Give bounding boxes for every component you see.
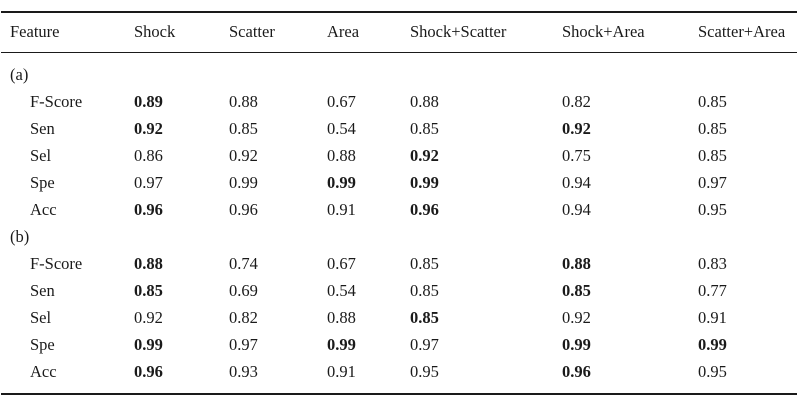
top-rule [1, 11, 797, 13]
table-cell: 0.92 [562, 308, 591, 327]
table-cell: 0.92 [229, 146, 258, 165]
table-cell: 0.96 [134, 200, 163, 219]
table-cell: 0.85 [410, 254, 439, 273]
table-cell: 0.99 [562, 335, 591, 354]
table-cell: 0.82 [229, 308, 258, 327]
table-cell: 0.67 [327, 254, 356, 273]
table-cell: 0.99 [229, 173, 258, 192]
table-cell: 0.99 [410, 173, 439, 192]
row-feature-label: F-Score [30, 92, 83, 111]
table-cell: 0.82 [562, 92, 591, 111]
table-cell: 0.77 [698, 281, 727, 300]
table-cell: 0.85 [698, 119, 727, 138]
table-cell: 0.85 [698, 146, 727, 165]
table-cell: 0.85 [229, 119, 258, 138]
table-cell: 0.97 [698, 173, 727, 192]
table-cell: 0.91 [327, 362, 356, 381]
table-cell: 0.97 [134, 173, 163, 192]
table-cell: 0.92 [134, 308, 163, 327]
table-cell: 0.88 [327, 308, 356, 327]
table-cell: 0.54 [327, 281, 356, 300]
table-cell: 0.85 [134, 281, 163, 300]
table-cell: 0.88 [134, 254, 163, 273]
table-cell: 0.94 [562, 173, 591, 192]
section-label: (b) [10, 227, 30, 246]
table-cell: 0.97 [229, 335, 258, 354]
table-cell: 0.85 [410, 281, 439, 300]
table-cell: 0.92 [562, 119, 591, 138]
header-shock-scatter: Shock+Scatter [410, 22, 507, 41]
table-cell: 0.95 [410, 362, 439, 381]
table-cell: 0.86 [134, 146, 163, 165]
table-cell: 0.97 [410, 335, 439, 354]
row-feature-label: Sen [30, 281, 55, 300]
table-cell: 0.94 [562, 200, 591, 219]
table-cell: 0.85 [410, 119, 439, 138]
table-cell: 0.96 [134, 362, 163, 381]
header-scatter: Scatter [229, 22, 275, 41]
table-cell: 0.93 [229, 362, 258, 381]
header-area: Area [327, 22, 360, 41]
row-feature-label: F-Score [30, 254, 83, 273]
table-cell: 0.83 [698, 254, 727, 273]
table-cell: 0.69 [229, 281, 258, 300]
table-cell: 0.95 [698, 362, 727, 381]
table-cell: 0.91 [698, 308, 727, 327]
table-cell: 0.96 [229, 200, 258, 219]
table-cell: 0.54 [327, 119, 356, 138]
table-cell: 0.88 [229, 92, 258, 111]
table-cell: 0.92 [134, 119, 163, 138]
table-cell: 0.88 [410, 92, 439, 111]
table-cell: 0.88 [562, 254, 591, 273]
table-cell: 0.99 [134, 335, 163, 354]
table-cell: 0.67 [327, 92, 356, 111]
row-feature-label: Acc [30, 200, 57, 219]
header-shock-area: Shock+Area [562, 22, 645, 41]
bottom-rule [1, 393, 797, 395]
row-feature-label: Acc [30, 362, 57, 381]
row-feature-label: Sel [30, 146, 52, 165]
table-cell: 0.99 [698, 335, 727, 354]
header-scatter-area: Scatter+Area [698, 22, 786, 41]
table-cell: 0.85 [410, 308, 439, 327]
table-cell: 0.99 [327, 173, 356, 192]
table-cell: 0.88 [327, 146, 356, 165]
row-feature-label: Sel [30, 308, 52, 327]
table-cell: 0.85 [698, 92, 727, 111]
table-cell: 0.75 [562, 146, 591, 165]
table-cell: 0.91 [327, 200, 356, 219]
table-cell: 0.95 [698, 200, 727, 219]
table-cell: 0.99 [327, 335, 356, 354]
table-cell: 0.89 [134, 92, 163, 111]
section-label: (a) [10, 65, 29, 84]
table-cell: 0.96 [410, 200, 439, 219]
header-shock: Shock [134, 22, 176, 41]
header-feature: Feature [10, 22, 60, 41]
row-feature-label: Spe [30, 335, 55, 354]
table-cell: 0.96 [562, 362, 591, 381]
table-cell: 0.92 [410, 146, 439, 165]
row-feature-label: Sen [30, 119, 55, 138]
row-feature-label: Spe [30, 173, 55, 192]
table-cell: 0.74 [229, 254, 258, 273]
header-rule [1, 52, 797, 53]
table-cell: 0.85 [562, 281, 591, 300]
